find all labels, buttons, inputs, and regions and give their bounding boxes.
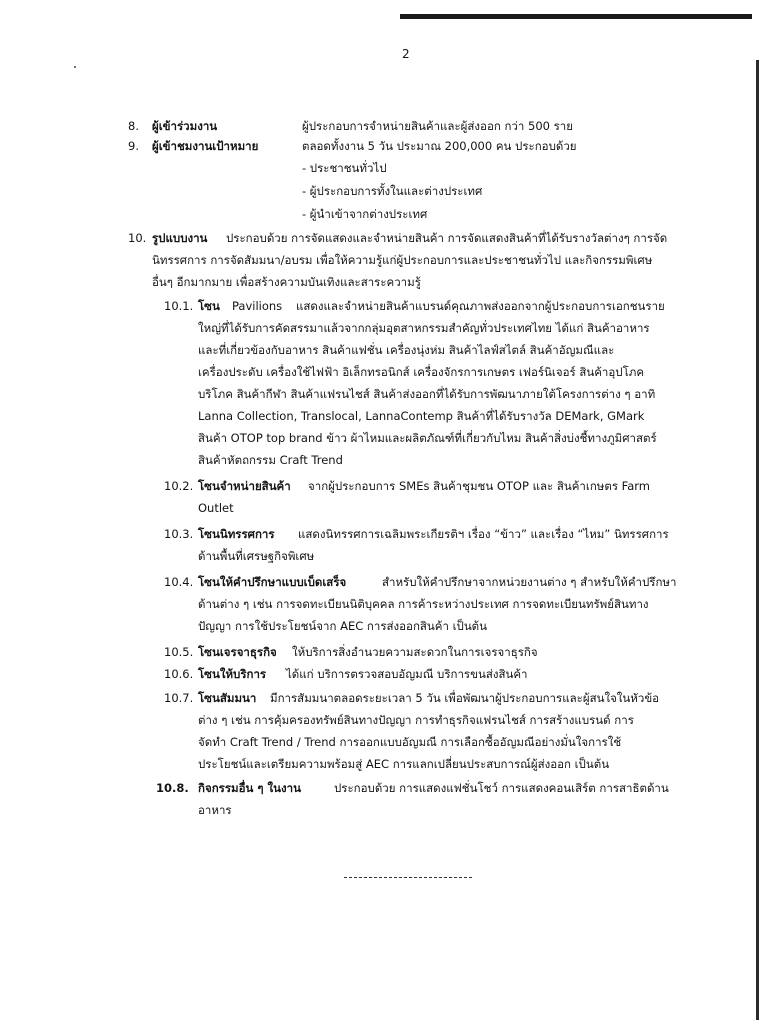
zone-line: ปัญญา การใช้ประโยชน์จาก AEC การส่งออกสินค้า เป็นต้น: [198, 619, 488, 633]
zone-line: บริโภค สินค้ากีฬา สินค้าแฟรนไชส์ สินค้าส่งออกที่ได้รับการพัฒนาภายใต้โครงการต่าง ๆ อาทิ: [198, 387, 656, 401]
zone-number: 10.2.: [164, 479, 194, 493]
item10-label: รูปแบบงาน: [152, 231, 208, 245]
item10-line: อื่นๆ อีกมากมาย เพื่อสร้างความบันเทิงและสาระความรู้: [152, 275, 421, 289]
item8-number: 8.: [128, 119, 139, 133]
zone-line: ได้แก่ บริการตรวจสอบอัญมณี บริการขนส่งสินค้า: [286, 667, 528, 681]
scan-speck: [74, 66, 76, 68]
zone-title: โซนให้คำปรึกษาแบบเบ็ดเสร็จ: [198, 575, 347, 589]
zone-number: 10.6.: [164, 667, 194, 681]
zone-line: จากผู้ประกอบการ SMEs สินค้าชุมชน OTOP และ สินค้าเกษตร Farm: [308, 479, 650, 493]
zone-title: โซนสัมมนา: [198, 691, 257, 705]
scan-right-edge: [756, 60, 759, 1020]
item9-label: ผู้เข้าชมงานเป้าหมาย: [152, 139, 259, 153]
zone-line: จัดทำ Craft Trend / Trend การออกแบบอัญมณี การเลือกซื้ออัญมณีอย่างมั่นใจการใช้: [198, 735, 622, 749]
page-number: 2: [402, 47, 410, 61]
zone-title: โซนนิทรรศการ: [198, 527, 275, 541]
zone-line: ประโยชน์และเตรียมความพร้อมสู่ AEC การแลกเปลี่ยนประสบการณ์ผู้ส่งออก เป็นต้น: [198, 757, 610, 771]
zone-title: โซน: [198, 299, 220, 313]
end-divider: [344, 877, 472, 878]
zone-line: เครื่องประดับ เครื่องใช้ไฟฟ้า อิเล็กทรอนิกส์ เครื่องจักรการเกษตร เฟอร์นิเจอร์ สินค้าอุปโภค: [198, 365, 645, 379]
item9-bullet: - ผู้ประกอบการทั้งในและต่างประเทศ: [302, 184, 483, 198]
zone-line: ให้บริการสิ่งอำนวยความสะดวกในการเจรจาธุรกิจ: [292, 645, 538, 659]
item8-label: ผู้เข้าร่วมงาน: [152, 119, 218, 133]
item8-text: ผู้ประกอบการจำหน่ายสินค้าและผู้ส่งออก กว่า 500 ราย: [302, 119, 573, 133]
item9-number: 9.: [128, 139, 139, 153]
zone-line: ประกอบด้วย การแสดงแฟชั่นโชว์ การแสดงคอนเสิร์ต การสาธิตด้าน: [334, 781, 669, 795]
zone-line: Outlet: [198, 501, 234, 515]
item10-line: นิทรรศการ การจัดสัมมนา/อบรม เพื่อให้ความรู้แก่ผู้ประกอบการและประชาชนทั่วไป และกิจกรรมพิเศษ: [152, 253, 653, 267]
zone-number: 10.4.: [164, 575, 194, 589]
zone-title: กิจกรรมอื่น ๆ ในงาน: [198, 781, 301, 795]
zone-number: 10.1.: [164, 299, 194, 313]
zone-line: Lanna Collection, Translocal, LannaContemp สินค้าที่ได้รับรางวัล DEMark, GMark: [198, 409, 645, 423]
item9-bullet: - ผู้นำเข้าจากต่างประเทศ: [302, 207, 428, 221]
zone-line: ใหญ่ที่ได้รับการคัดสรรมาแล้วจากกลุ่มอุตสาหกรรมสำคัญทั่วประเทศไทย ได้แก่ สินค้าอาหาร: [198, 321, 650, 335]
zone-line: สินค้า OTOP top brand ข้าว ผ้าไหมและผลิตภัณฑ์ที่เกี่ยวกับไหม สินค้าสิ่งบ่งชี้ทางภูมิศาสตร์: [198, 431, 657, 445]
zone-title: โซนให้บริการ: [198, 667, 267, 681]
zone-number: 10.5.: [164, 645, 194, 659]
zone-number: 10.7.: [164, 691, 194, 705]
zone-number: 10.3.: [164, 527, 194, 541]
zone-line: สินค้าหัตถกรรม Craft Trend: [198, 453, 343, 467]
zone-title-extra: Pavilions: [232, 299, 283, 313]
item10-line: ประกอบด้วย การจัดแสดงและจำหน่ายสินค้า การจัดแสดงสินค้าที่ได้รับรางวัลต่างๆ การจัด: [226, 231, 668, 245]
item10-number: 10.: [128, 231, 147, 245]
zone-title: โซนจำหน่ายสินค้า: [198, 479, 291, 493]
zone-line: อาหาร: [198, 803, 232, 817]
item9-text: ตลอดทั้งงาน 5 วัน ประมาณ 200,000 คน ประกอบด้วย: [302, 139, 577, 153]
zone-line: ด้านพื้นที่เศรษฐกิจพิเศษ: [198, 549, 315, 563]
zone-line: แสดงและจำหน่ายสินค้าแบรนด์คุณภาพส่งออกจากผู้ประกอบการเอกชนราย: [296, 299, 665, 313]
scan-top-edge: [400, 14, 752, 19]
zone-line: มีการสัมมนาตลอดระยะเวลา 5 วัน เพื่อพัฒนาผู้ประกอบการและผู้สนใจในหัวข้อ: [270, 691, 660, 705]
zone-line: ด้านต่าง ๆ เช่น การจดทะเบียนนิติบุคคล การค้าระหว่างประเทศ การจดทะเบียนทรัพย์สินทาง: [198, 597, 649, 611]
zone-line: ต่าง ๆ เช่น การคุ้มครองทรัพย์สินทางปัญญา การทำธุรกิจแฟรนไชส์ การสร้างแบรนด์ การ: [198, 713, 634, 727]
zone-line: แสดงนิทรรศการเฉลิมพระเกียรติฯ เรื่อง “ข้าว” และเรื่อง “ไหม” นิทรรศการ: [298, 527, 669, 541]
zone-line: และที่เกี่ยวข้องกับอาหาร สินค้าแฟชั่น เครื่องนุ่งห่ม สินค้าไลฟ์สไตล์ สินค้าอัญมณีและ: [198, 343, 615, 357]
item9-bullet: - ประชาชนทั่วไป: [302, 161, 387, 175]
zone-number: 10.8.: [156, 781, 189, 795]
zone-title: โซนเจรจาธุรกิจ: [198, 645, 277, 659]
zone-line: สำหรับให้คำปรึกษาจากหน่วยงานต่าง ๆ สำหรับให้คำปรึกษา: [382, 575, 677, 589]
